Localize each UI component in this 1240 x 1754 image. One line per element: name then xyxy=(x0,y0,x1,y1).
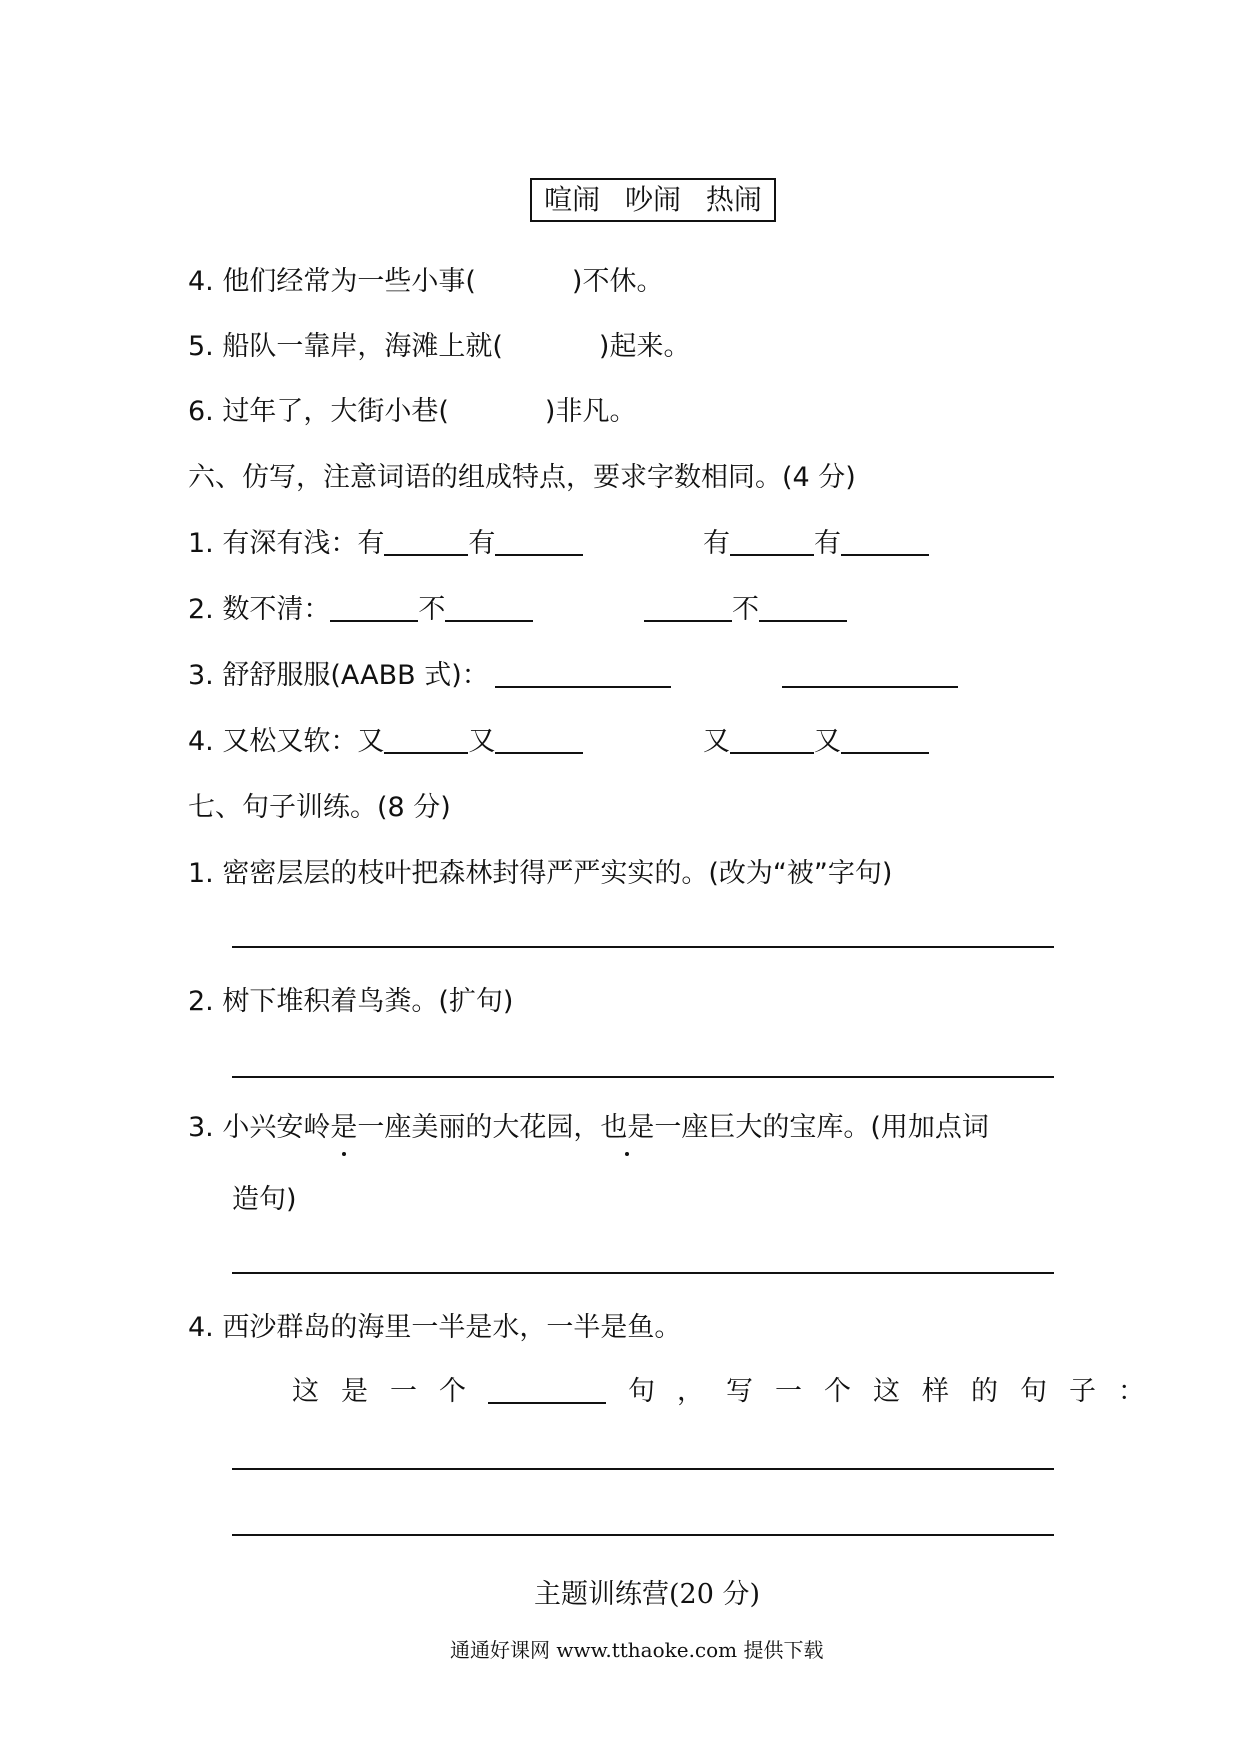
word-option: 喧闹 xyxy=(544,183,601,216)
question-continuation: 造句) xyxy=(232,1184,297,1215)
answer-blank[interactable] xyxy=(730,528,814,556)
item-number: 1. xyxy=(188,858,214,889)
item-text-before: 船队一靠岸，海滩上就( xyxy=(222,331,503,362)
example-word: 舒舒服服(AABB 式)： xyxy=(222,660,489,691)
answer-blank[interactable] xyxy=(495,660,671,688)
fill-in-item xyxy=(188,394,636,430)
answer-blank[interactable] xyxy=(488,1376,606,1404)
question-text: 西沙群岛的海里一半是水，一半是鱼。 xyxy=(222,1312,682,1343)
word-option: 吵闹 xyxy=(624,183,681,216)
answer-blank[interactable] xyxy=(841,528,929,556)
question-text-mid: 一座美丽的大花园， xyxy=(357,1112,601,1143)
word-option: 热闹 xyxy=(705,183,762,216)
item-number: 4. xyxy=(188,266,214,297)
item-number: 3. xyxy=(188,660,214,691)
pattern-char: 又 xyxy=(814,726,841,757)
item-number: 2. xyxy=(188,986,214,1017)
item-number: 5. xyxy=(188,331,214,362)
section-heading: 七、句子训练。(8 分) xyxy=(188,792,451,823)
dotted-word: 是 xyxy=(330,1110,357,1146)
answer-blank[interactable] xyxy=(782,660,958,688)
imitation-item-second xyxy=(703,526,929,562)
sentence-question xyxy=(188,856,892,892)
pattern-char: 又 xyxy=(703,726,730,757)
item-text-before: 他们经常为一些小事( xyxy=(222,266,476,297)
sentence-question xyxy=(188,1310,681,1346)
question-text-post: 一座巨大的宝库。(用加点词 xyxy=(654,1112,989,1143)
sentence-question xyxy=(188,1110,989,1146)
item-number: 6. xyxy=(188,396,214,427)
item-number: 1. xyxy=(188,528,214,559)
answer-line[interactable] xyxy=(232,1534,1054,1536)
answer-blank[interactable] xyxy=(841,726,929,754)
imitation-item xyxy=(188,658,671,694)
sentence-question xyxy=(188,984,513,1020)
word-choice-box xyxy=(530,178,776,222)
footer-section-title: 主题训练营(20 分) xyxy=(534,1579,761,1610)
answer-line[interactable] xyxy=(232,1272,1054,1274)
example-word: 有深有浅： xyxy=(222,528,358,559)
item-text-after: )不休。 xyxy=(571,266,664,297)
imitation-item xyxy=(188,592,533,628)
answer-blank[interactable] xyxy=(730,726,814,754)
answer-blank[interactable] xyxy=(644,594,732,622)
pattern-char: 不 xyxy=(418,594,446,625)
fill-in-item xyxy=(188,329,690,365)
imitation-item xyxy=(188,724,583,760)
item-text-after: )非凡。 xyxy=(544,396,637,427)
pattern-char: 又 xyxy=(357,726,385,757)
answer-blank[interactable] xyxy=(384,528,468,556)
answer-line[interactable] xyxy=(232,946,1054,948)
item-number: 2. xyxy=(188,594,214,625)
imitation-item-second xyxy=(703,724,929,760)
fill-in-item xyxy=(188,264,663,300)
pattern-char: 有 xyxy=(468,528,496,559)
answer-blank[interactable] xyxy=(384,726,468,754)
answer-blank[interactable] xyxy=(495,726,583,754)
imitation-item-second xyxy=(644,592,847,628)
question-prompt xyxy=(292,1374,1167,1410)
answer-line[interactable] xyxy=(232,1076,1054,1078)
item-text-before: 过年了，大街小巷( xyxy=(222,396,449,427)
answer-line[interactable] xyxy=(232,1468,1054,1470)
item-number: 4. xyxy=(188,726,214,757)
imitation-item-second xyxy=(782,658,958,694)
example-word: 又松又软： xyxy=(222,726,358,757)
imitation-item xyxy=(188,526,583,562)
answer-blank[interactable] xyxy=(495,528,583,556)
pattern-char: 有 xyxy=(703,528,730,559)
pattern-char: 不 xyxy=(732,594,759,625)
answer-blank[interactable] xyxy=(330,594,418,622)
answer-blank[interactable] xyxy=(445,594,533,622)
question-text: 密密层层的枝叶把森林封得严严实实的。(改为“被”字句) xyxy=(222,858,893,889)
prompt-text: 句，写一个这样的句子： xyxy=(628,1376,1167,1407)
section-heading: 六、仿写，注意词语的组成特点，要求字数相同。(4 分) xyxy=(188,462,856,493)
question-text: 树下堆积着鸟粪。(扩句) xyxy=(222,986,514,1017)
pattern-char: 有 xyxy=(357,528,385,559)
footer-credit: 通通好课网 www.tthaoke.com 提供下载 xyxy=(450,1638,824,1662)
item-number: 4. xyxy=(188,1312,214,1343)
question-text-pre: 小兴安岭 xyxy=(222,1112,331,1143)
example-word: 数不清： xyxy=(222,594,331,625)
pattern-char: 有 xyxy=(814,528,841,559)
dotted-word: 也是 xyxy=(600,1110,654,1146)
answer-blank[interactable] xyxy=(759,594,847,622)
item-text-after: )起来。 xyxy=(598,331,691,362)
pattern-char: 又 xyxy=(468,726,496,757)
item-number: 3. xyxy=(188,1112,214,1143)
prompt-text: 这是一个 xyxy=(292,1376,488,1407)
